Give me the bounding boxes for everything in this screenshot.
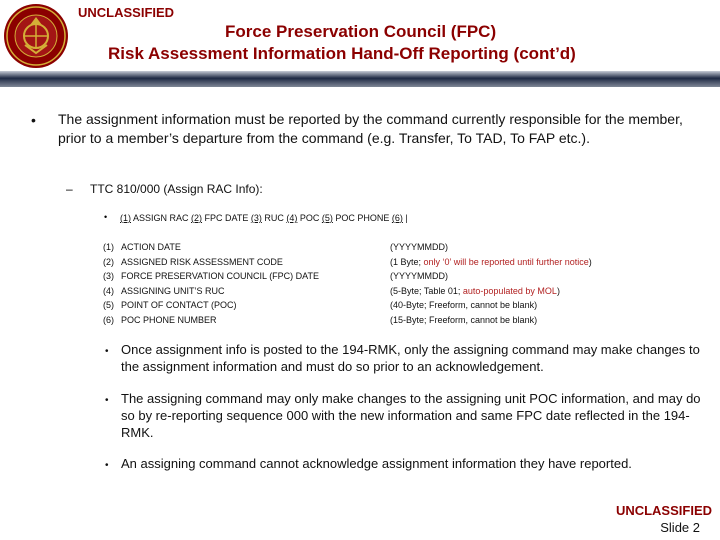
field-number-column	[103, 240, 114, 327]
classification-banner-bottom: UNCLASSIFIED	[615, 503, 712, 518]
bullet-marker: •	[104, 212, 108, 222]
field-format-column	[390, 240, 592, 327]
slide-title-line2: Risk Assessment Information Hand-Off Reporting (cont’d)	[108, 44, 576, 63]
bullet-marker: •	[105, 346, 109, 357]
bullet-marker: •	[31, 112, 36, 128]
field-number: (2)	[103, 256, 114, 267]
field-format-text: (YYYYMMDD)	[390, 242, 448, 252]
field-format-note: auto-populated by MOL	[462, 285, 557, 296]
field-name: FORCE PRESERVATION COUNCIL (FPC) DATE	[121, 271, 320, 281]
field-format-note: only ‘0’ will be reported until further notice	[423, 256, 589, 267]
sequence-number: (1)	[120, 213, 131, 223]
bullet-3-text: Once assignment info is posted to the 194-RMK, only the assigning command may make changes to the assignment information and must do so prior to an acknowledgement.	[121, 342, 700, 374]
field-format	[390, 298, 592, 313]
bullet-4-text: The assigning command may only make changes to the assigning unit POC information, and may do so by re-reporting sequence 000 with the new information and same FPC date reflected in the 194-RMK.	[121, 391, 701, 440]
sequence-number: (3)	[250, 213, 262, 223]
field-name: ASSIGNING UNIT’S RUC	[121, 285, 225, 296]
sequence-label: POC	[297, 213, 322, 223]
sequence-label: RUC	[261, 213, 287, 223]
classification-banner-top: UNCLASSIFIED	[78, 5, 175, 20]
header-rule	[0, 71, 720, 87]
usmc-seal-icon	[3, 3, 69, 69]
sequence-number: (4)	[286, 213, 298, 223]
slide-number: Slide 2	[660, 520, 700, 535]
field-number: (3)	[103, 271, 114, 281]
field-name-column	[121, 240, 319, 327]
slide-title-line1: Force Preservation Council (FPC)	[225, 22, 497, 41]
field-format	[390, 240, 592, 255]
sequence-label: |	[402, 213, 408, 223]
field-format-text: (5-Byte; Table 01;	[390, 285, 463, 296]
sequence-line	[120, 213, 408, 223]
bullet-1-text: The assignment information must be reported by the command currently responsible for the member, prior to a member’s departure from the command (e.g. Transfer, To TAD, To FAP etc.).	[58, 111, 683, 146]
field-number: (1)	[103, 242, 114, 252]
bullet-marker: •	[105, 395, 109, 406]
field-format-text: (1 Byte;	[390, 256, 424, 267]
field-format	[390, 269, 592, 284]
sequence-label: ASSIGN RAC	[131, 213, 192, 223]
sequence-label: FPC DATE	[202, 213, 251, 223]
dash-marker: –	[66, 182, 73, 196]
field-format	[390, 255, 592, 270]
field-number: (4)	[103, 285, 114, 296]
sequence-number: (2)	[191, 213, 203, 223]
bullet-5-text: An assigning command cannot acknowledge assignment information they have reported.	[121, 456, 632, 471]
field-format-end: )	[588, 256, 592, 267]
field-number: (5)	[103, 300, 114, 310]
field-format-text: (40-Byte; Freeform, cannot be blank)	[390, 300, 538, 310]
field-format-end: )	[556, 285, 560, 296]
bullet-marker: •	[105, 460, 109, 471]
field-format	[390, 313, 592, 328]
field-format-text: (YYYYMMDD)	[390, 271, 448, 281]
field-format	[390, 284, 592, 299]
field-number: (6)	[103, 314, 114, 325]
field-name: POINT OF CONTACT (POC)	[121, 300, 237, 310]
field-name: POC PHONE NUMBER	[121, 314, 217, 325]
field-format-text: (15-Byte; Freeform, cannot be blank)	[390, 314, 538, 325]
sequence-label: POC PHONE	[332, 213, 392, 223]
sequence-number: (5)	[321, 213, 333, 223]
field-name: ASSIGNED RISK ASSESSMENT CODE	[121, 256, 283, 267]
sequence-number: (6)	[391, 213, 403, 223]
field-name: ACTION DATE	[121, 242, 181, 252]
sub-bullet-ttc: TTC 810/000 (Assign RAC Info):	[90, 182, 263, 196]
